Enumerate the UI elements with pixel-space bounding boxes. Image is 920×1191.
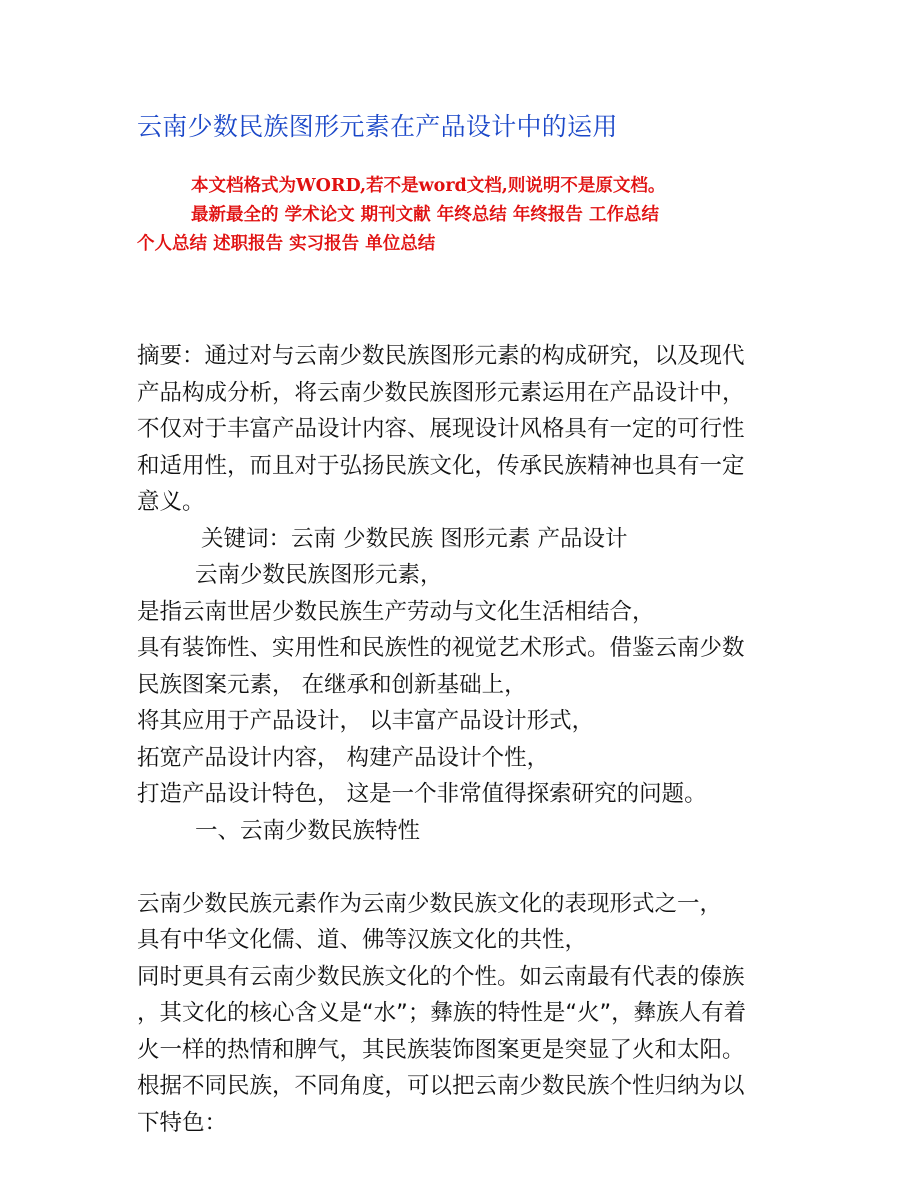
section-line-6: 根据不同民族，不同角度，可以把云南少数民族个性归纳为以 — [137, 1073, 745, 1099]
section-heading: 一、云南少数民族特性 — [195, 817, 421, 844]
section-line-1: 云南少数民族元素作为云南少数民族文化的表现形式之一， — [137, 890, 723, 917]
section-line-5: 火一样的热情和脾气，其民族装饰图案更是突显了火和太阳。 — [137, 1036, 745, 1063]
abstract-line-3: 不仅对于丰富产品设计内容、展现设计风格具有一定的可行性 — [137, 416, 745, 442]
intro-line-5: 将其应用于产品设计， 以丰富产品设计形式， — [137, 708, 595, 734]
paragraph-gap — [137, 849, 797, 886]
intro-line-7: 打造产品设计特色， 这是一个非常值得探索研究的问题。 — [137, 781, 707, 807]
abstract-line-4: 和适用性，而且对于弘扬民族文化，传承民族精神也具有一定 — [137, 452, 745, 479]
section-line-4: ，其文化的核心含义是“水”；彝族的特性是“火”，彝族人有着 — [137, 1000, 747, 1026]
notice-line-3: 个人总结 述职报告 实习报告 单位总结 — [137, 234, 436, 254]
intro-line-4: 民族图案元素， 在继承和创新基础上， — [137, 671, 527, 698]
intro-line-6: 拓宽产品设计内容， 构建产品设计个性， — [137, 744, 550, 771]
abstract-line-1: 摘要：通过对与云南少数民族图形元素的构成研究，以及现代 — [137, 343, 745, 369]
section-line-3: 同时更具有云南少数民族文化的个性。如云南最有代表的傣族 — [137, 963, 745, 990]
intro-line-2: 是指云南世居少数民族生产劳动与文化生活相结合， — [137, 598, 655, 625]
notice-line-2: 最新最全的 学术论文 期刊文献 年终总结 年终报告 工作总结 — [191, 205, 659, 225]
document-title: 云南少数民族图形元素在产品设计中的运用 — [137, 112, 618, 141]
abstract-line-5: 意义。 — [137, 489, 205, 515]
format-notice — [137, 172, 787, 259]
abstract-line-2: 产品构成分析，将云南少数民族图形元素运用在产品设计中， — [137, 379, 745, 406]
intro-line-1: 云南少数民族图形元素， — [195, 562, 443, 588]
section-line-7: 下特色： — [137, 1109, 228, 1136]
intro-line-3: 具有装饰性、实用性和民族性的视觉艺术形式。借鉴云南少数 — [137, 635, 745, 661]
keywords: 关键词：云南 少数民族 图形元素 产品设计 — [201, 525, 628, 552]
document-body — [137, 338, 797, 1141]
notice-line-1: 本文档格式为WORD,若不是word文档,则说明不是原文档。 — [191, 176, 666, 196]
section-line-2: 具有中华文化儒、道、佛等汉族文化的共性， — [137, 927, 588, 953]
